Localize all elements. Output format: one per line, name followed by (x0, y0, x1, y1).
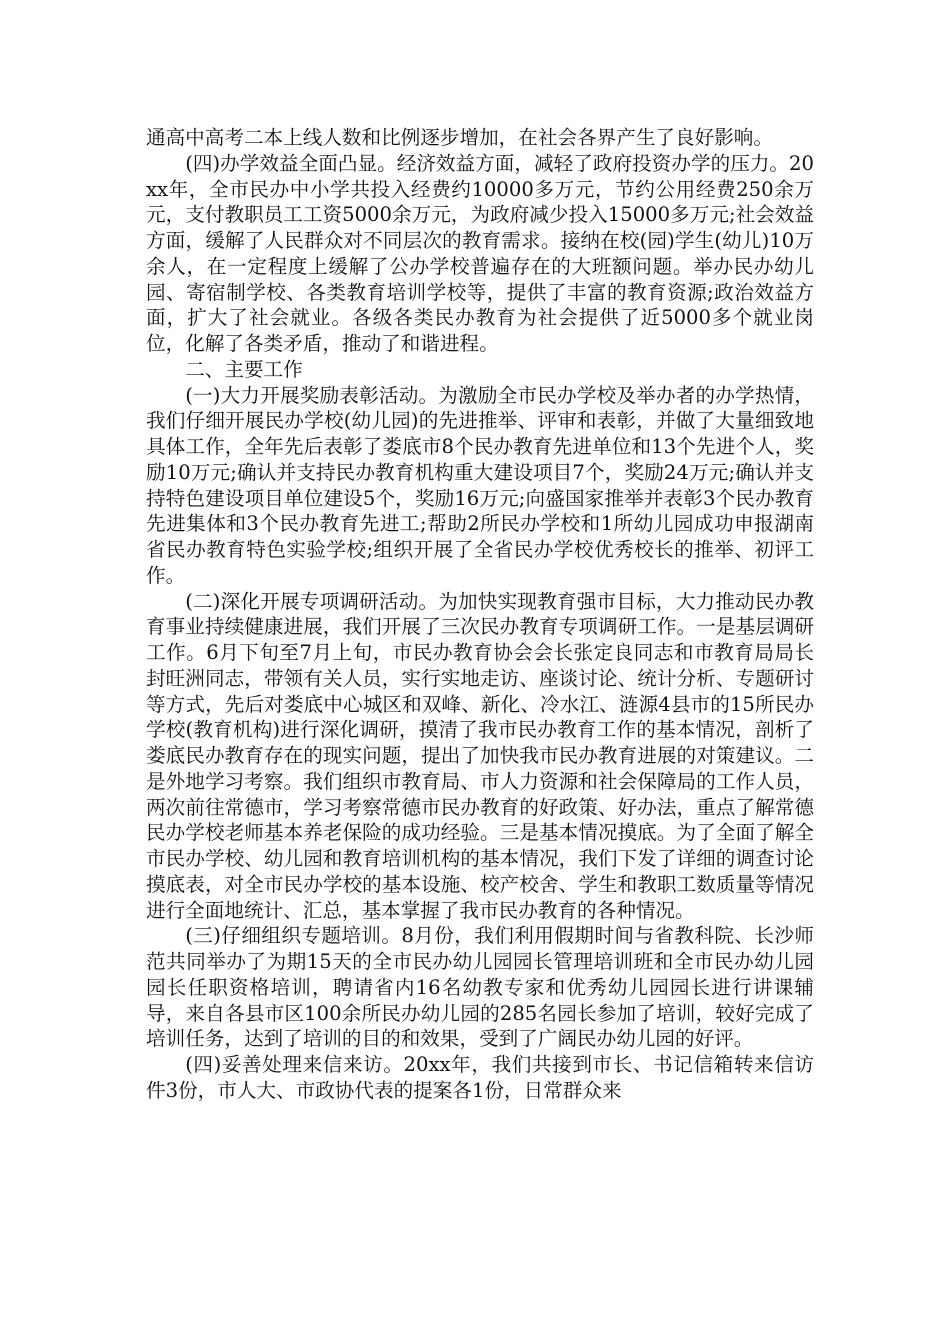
paragraph-awards: (一)大力开展奖励表彰活动。为激励全市民办学校及举办者的办学热情，我们仔细开展民办学校(幼儿园)的先进推举、评审和表彰，并做了大量细致地具体工作，全年先后表彰了娄底市8个民办教育先进单位和13个先进个人，奖励10万元;确认并支持民办教育机构重大建设项目7个，奖励24万元;确认并支持特色建设项目单位建设5个，奖励16万元;向盛国家推举并表彰3个民办教育先进集体和3个民办教育先进工;帮助2所民办学校和1所幼儿园成功申报湖南省民办教育特色实验学校;组织开展了全省民办学校优秀校长的推举、初评工作。 (146, 383, 814, 587)
section-heading-main-work: 二、主要工作 (185, 357, 303, 381)
paragraph-continuation: 通高中高考二本上线人数和比例逐步增加，在社会各界产生了良好影响。 (146, 126, 773, 149)
paragraph-letters-visits: (四)妥善处理来信来访。20xx年，我们共接到市长、书记信箱转来信访件3份，市人大、市政协代表的提案各1份，日常群众来 (146, 1053, 814, 1102)
paragraph-school-benefits: (四)办学效益全面凸显。经济效益方面，减轻了政府投资办学的压力。20xx年，全市民办中小学共投入经费约10000多万元，节约公用经费250余万元，支付教职员工工资5000余万元，为政府减少投入15000多万元;社会效益方面，缓解了人民群众对不同层次的教育需求。接纳在校(园)学生(幼儿)10万余人，在一定程度上缓解了公办学校普遍存在的大班额问题。举办民办幼儿园、寄宿制学校、各类教育培训学校等，提供了丰富的教育资源;政治效益方面，扩大了社会就业。各级各类民办教育为社会提供了近5000多个就业岗位，化解了各类矛盾，推动了和谐进程。 (146, 151, 814, 355)
document-body (146, 125, 814, 1104)
paragraph-training: (三)仔细组织专题培训。8月份，我们利用假期时间与省教科院、长沙师范共同举办了为期15天的全市民办幼儿园园长管理培训班和全市民办幼儿园园长任职资格培训，聘请省内16名幼教专家和优秀幼儿园园长进行讲课辅导，来自各县市区100余所民办幼儿园的285名园长参加了培训，较好完成了培训任务，达到了培训的目的和效果，受到了广阔民办幼儿园的好评。 (146, 924, 814, 1051)
paragraph-research: (二)深化开展专项调研活动。为加快实现教育强市目标，大力推动民办教育事业持续健康进展，我们开展了三次民办教育专项调研工作。一是基层调研工作。6月下旬至7月上旬，市民办教育协会会长张定良同志和市教育局局长封旺洲同志，带领有关人员，实行实地走访、座谈讨论、统计分析、专题研讨等方式，先后对娄底中心城区和双峰、新化、冷水江、涟源4县市的15所民办学校(教育机构)进行深化调研，摸清了我市民办教育工作的基本情况，剖析了娄底民办教育存在的现实问题，提出了加快我市民办教育进展的对策建议。二是外地学习考察。我们组织市教育局、市人力资源和社会保障局的工作人员，两次前往常德市，学习考察常德市民办教育的好政策、好办法，重点了解常德民办学校老师基本养老保险的成功经验。三是基本情况摸底。为了全面了解全市民办学校、幼儿园和教育培训机构的基本情况，我们下发了详细的调查讨论摸底表，对全市民办学校的基本设施、校产校舍、学生和教职工数质量等情况进行全面地统计、汇总，基本掌握了我市民办教育的各种情况。 (146, 589, 814, 922)
